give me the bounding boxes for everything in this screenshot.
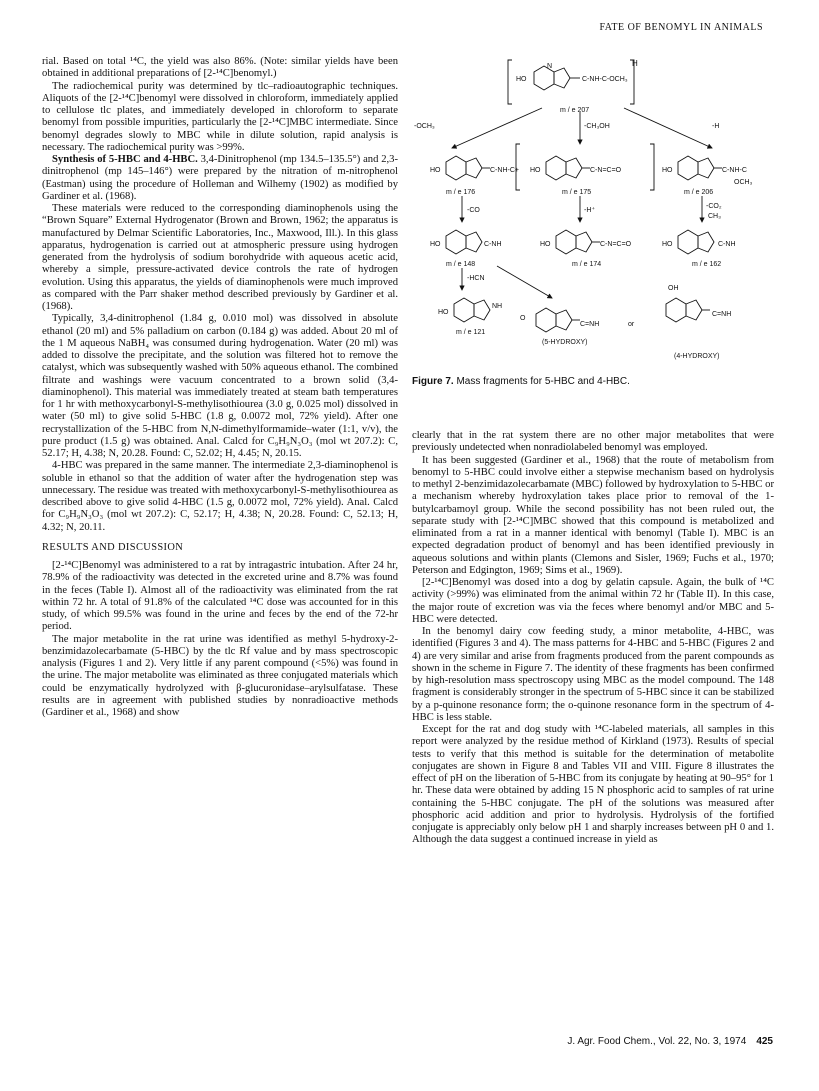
paragraph-text: clearly that in the rat system there are no other major metabolites that were previously undetected when nonradiolabeled benomyl was employed. (412, 430, 774, 454)
paragraph-text: 3,4-Dinitrophenol (mp 134.5–135.5°) and 2,3-dinitrophenol (mp 145–146°) were prepared by the nitration of m-nitrophenol (Eastman) using the procedure of Holleman and Wilhemy (1902) as modified by Gardiner et al. (1968). (42, 154, 398, 202)
label-m176: m / e 176 (446, 189, 476, 196)
paragraph-text: Typically, 3,4-dinitrophenol (1.84 g, 0.010 mol) was dissolved in absolute ethanol (20 ml) and 5% palladium on carbon (0.184 g) was added. About 20 ml of the 1 M aqueous NaBH₄ was consumed during hydrogenation. Water (20 ml) was added to dissolve the precipitate, and the solution was filtered hot to remove the catalyst, which was subsequently washed with 50% aqueous ethanol. The combined filtrate and washings were vacuum concentrated to a brown solid (3,4-diaminophenol). This material was immediately treated at steam bath temperatures for 1 hr with methoxycarbonyl-S-methylisothiourea (3.0 g, 0.025 mol) dissolved in water (50 ml) to give solid 5-HBC (1.8 g, 0.0072 mol, 72% yield). After one recrystallization of the 5-HBC from N,N-dimethylformamide–water (1:1, v/v), the pure product (1.5 g) was obtained. Anal. Calcd for C₉H₉N₃O₃ (mol wt 207.2): C, 52.17; H, 4.38; N, 20.28. Found: C, 52.02; H, 4.45; N, 20.15. (42, 313, 398, 459)
label-o: O (520, 315, 526, 322)
paragraph (42, 560, 398, 634)
label-co-loss: -CO (467, 207, 480, 214)
label-och3: OCH₃ (734, 179, 753, 186)
label-n: N (547, 63, 553, 70)
label-cnhplus: C-NH (718, 241, 736, 248)
caption-text: Mass fragments for 5-HBC and 4-HBC. (453, 376, 630, 387)
label-hplus-loss: -H⁺ (584, 207, 596, 214)
label-5-hydroxy: (5-HYDROXY) (542, 339, 588, 346)
label-m174: m / e 174 (572, 261, 602, 268)
label-co2-loss: -CO₂ (706, 203, 722, 210)
page-footer (567, 1036, 773, 1047)
label-ho-162: HO (662, 241, 673, 248)
label-sub176: C-NH-C+ (490, 167, 519, 174)
label-ho-206: HO (662, 167, 673, 174)
label-ho-121: HO (438, 309, 449, 316)
paragraph (42, 313, 398, 460)
label-m121: m / e 121 (456, 329, 486, 336)
structure-4-hydroxy (666, 298, 710, 322)
right-column (412, 430, 774, 847)
paragraph (412, 724, 774, 847)
arrow-h (624, 108, 712, 148)
arrow-och3 (452, 108, 542, 148)
caption-label: Figure 7. (412, 376, 454, 387)
structure-m162 (678, 230, 714, 254)
label-ho: HO (516, 76, 527, 83)
label-ch3oh-loss: -CH₃OH (584, 123, 610, 130)
label-hcn-loss: -HCN (467, 275, 485, 282)
label-sub207: C-NH-C-OCH₃ (582, 76, 628, 83)
label-m162: m / e 162 (692, 261, 722, 268)
structure-m121 (454, 298, 490, 322)
paragraph-text: Except for the rat and dog study with ¹⁴C-labeled materials, all samples in this report were analyzed by the residue method of Kirkland (1973). Results of special tests to verify that this method is suitable for the determination of metabolite conjugates are shown in Figure 8 and Tables VII and VIII. Figure 8 illustrates the effect of pH on the liberation of 5-HBC from its conjugate by heating at 90–95° for 1 hr. These data were obtained by adding 15 N phosphoric acid to samples of rat urine containing the 5-HBC conjugate. The pH of the solutions was measured after phosphoric acid addition and prior to hydrolysis. Hydrolysis of the fortified conjugate is appreciably only below pH 1 and sharply increases between pH 0 and 1. Although the data suggest a continued increase in yield as (412, 724, 774, 846)
arrow-to-hydroxy (497, 266, 552, 298)
paragraph (412, 577, 774, 626)
structure-m176 (446, 156, 490, 180)
paragraph (42, 81, 398, 155)
paragraph (42, 634, 398, 720)
label-och3-loss: -OCH₃ (414, 123, 435, 130)
paragraph-text: The major metabolite in the rat urine was identified as methyl 5-hydroxy-2-benzimidazolecarbamate (5-HBC) by the tlc Rf value and by mass spectroscopic analysis (Figures 1 and 2). Very little if any parent compound (<5%) was found in the urine. The major metabolite was eliminated as three conjugated materials which could be enzymatically hydrolyzed with β-glucuronidase–arylsulfatase. These results are in agreement with published studies by nonradioactive methods (Gardiner et al., 1968) and show (42, 633, 398, 718)
label-ho-175: HO (530, 167, 541, 174)
paragraph (42, 56, 398, 81)
paragraph-text: The radiochemical purity was determined by tlc–radioautographic techniques. Aliquots of the [2-¹⁴C]benomyl were dissolved in chloroform, immediately applied to cellulose tlc plates, and immediately developed in chloroform to separate benomyl from possible impurities, particularly the [2-¹⁴C]MBC intermediate. Since benomyl degrades slowly to MBC while in dilute solution, rapid analysis is necessary. The radiochemical purity was >99%. (42, 80, 398, 153)
label-ho-148: HO (430, 241, 441, 248)
running-header: FATE OF BENOMYL IN ANIMALS (599, 22, 763, 33)
structure-5-hydroxy (536, 308, 580, 332)
paragraph-text: rial. Based on total ¹⁴C, the yield was also 86%. (Note: similar yields have been obtained in additional preparations of [2-¹⁴C]benomyl.) (42, 56, 398, 80)
structure-m148 (446, 230, 482, 254)
label-sub206: C-NH-C (722, 167, 747, 174)
paragraph-text: 4-HBC was prepared in the same manner. The intermediate 2,3-diaminophenol is soluble in ethanol so that the addition of water after the hydrogenation step was unnecessary. The residue was treated with methoxycarbonyl-S-methylisothiourea as described above to give solid 4-HBC (1.5 g, 0.0072 mol, 72% yield). Anal. Calcd for C₉H₉N₃O₃ (mol wt 207.2): C, 52.17; H, 4.38; N, 20.28. Found: C, 52.13; H, 4.32; N, 20.11. (42, 460, 398, 533)
left-column (42, 56, 398, 719)
section-heading: RESULTS AND DISCUSSION (42, 541, 184, 553)
label-ch3: CH₃ (708, 213, 721, 220)
label-nh: NH (492, 303, 503, 310)
paragraph (412, 430, 774, 455)
label-4-hydroxy: (4-HYDROXY) (674, 353, 720, 360)
label-m175: m / e 175 (562, 189, 592, 196)
label-cnh3: C=NH (712, 311, 732, 318)
label-m148: m / e 148 (446, 261, 476, 268)
structure-m174 (556, 230, 600, 254)
structure-m175 (546, 156, 590, 180)
paragraph-text: These materials were reduced to the corresponding diaminophenols using the “Brown Square” External Hydrogenator (Brown and Brown, 1962; the apparatus is manufactured by Delmar Scientific Laboratories, Inc., Maxwood, Ill.). In this glass apparatus, hydrogenation is carried out at atmospheric pressure using hydrogen generated from the hydrolysis of sodium borohydride with aqueous acetic acid, whereby a simple, pressure-activated device controls the rate of hydrogen evolution. Using this apparatus, the yields of diaminophenols were much improved as compared with the Parr shaker method described previously by Gardiner et al. (1968). (42, 203, 398, 312)
figure-7-scheme (412, 52, 774, 372)
label-m206: m / e 206 (684, 189, 714, 196)
paragraph-text: [2-¹⁴C]Benomyl was administered to a rat by intragastric intubation. After 24 hr, 78.9% of the radioactivity was detected in the excreted urine and 8.7% was found in the feces (Table I). Almost all of the radioactivity was eliminated from the rat within 72 hr. A total of 91.8% of the calculated ¹⁴C dose was accounted for in this study, of which 99.5% was found in the urine and feces by the end of the 72-hr period. (42, 560, 398, 633)
run-in-heading: Synthesis of 5-HBC and 4-HBC. (52, 154, 198, 165)
paragraph-text: It has been suggested (Gardiner et al., 1968) that the route of metabolism from benomyl to 5-HBC could involve either a stepwise mechanism based on hydrolysis to methyl 2-benzimidazolecarbamate (MBC) followed by hydroxylation to 5-HBC or a mechanism whereby hydroxylation takes place prior to removal of the 1-butylcarbamoyl group. While the second possibility has not been ruled out, the separate study with [2-¹⁴C]MBC showed that this compound is metabolized and eliminated from a rat in a manner identical with benomyl (Table I). MBC is an expected degradation product of benomyl and has been identified previously in aqueous solutions and within plants (Clemons and Sisler, 1969; Fuchs et al., 1970; Peterson and Edgington, 1969; Sims et al., 1969). (412, 454, 774, 576)
journal-citation: J. Agr. Food Chem., Vol. 22, No. 3, 1974 (567, 1036, 747, 1047)
page-number: 425 (756, 1036, 773, 1047)
label-or: or (628, 321, 635, 328)
label-ho-176: HO (430, 167, 441, 174)
paragraph-text: In the benomyl dairy cow feeding study, a minor metabolite, 4-HBC, was identified (Figures 3 and 4). The mass patterns for 4-HBC and 5-HBC (Figures 2 and 4) are very similar and arise from fragments produced from the parent compounds as shown in the scheme in Figure 7. The identity of these fragments has been confirmed by high-resolution mass spectroscopy using MBC as the model compound. The 148 fragment is considerably stronger in the spectrum of 5-HBC since it can be stabilized by a p-quinone resonance form; the o-quinone resonance form in the spectrum of 4-HBC is less stable. (412, 626, 774, 723)
label-sub175: C-N=C=O (590, 167, 622, 174)
figure-caption (412, 376, 630, 387)
label-radical: H (632, 59, 638, 68)
label-ho-174: HO (540, 241, 551, 248)
label-cnh: C-NH (484, 241, 502, 248)
paragraph (42, 460, 398, 534)
label-m207: m / e 207 (560, 107, 590, 114)
label-cnco: C-N=C=O (600, 241, 632, 248)
label-oh: OH (668, 285, 679, 292)
fragmentation-scheme (412, 52, 774, 372)
paragraph-text: [2-¹⁴C]Benomyl was dosed into a dog by gelatin capsule. Again, the bulk of ¹⁴C activity (>99%) was eliminated from the animal within 72 hr (Table II). In this case, the major route of excretion was via the feces where benomyl and/or MBC and 5-HBC were detected. (412, 577, 774, 625)
label-h-loss: -H (712, 123, 720, 130)
paragraph (42, 154, 398, 203)
paragraph (412, 626, 774, 724)
label-cnh2: C=NH (580, 321, 600, 328)
paragraph (412, 455, 774, 578)
paragraph (42, 203, 398, 313)
structure-m206 (678, 156, 722, 180)
